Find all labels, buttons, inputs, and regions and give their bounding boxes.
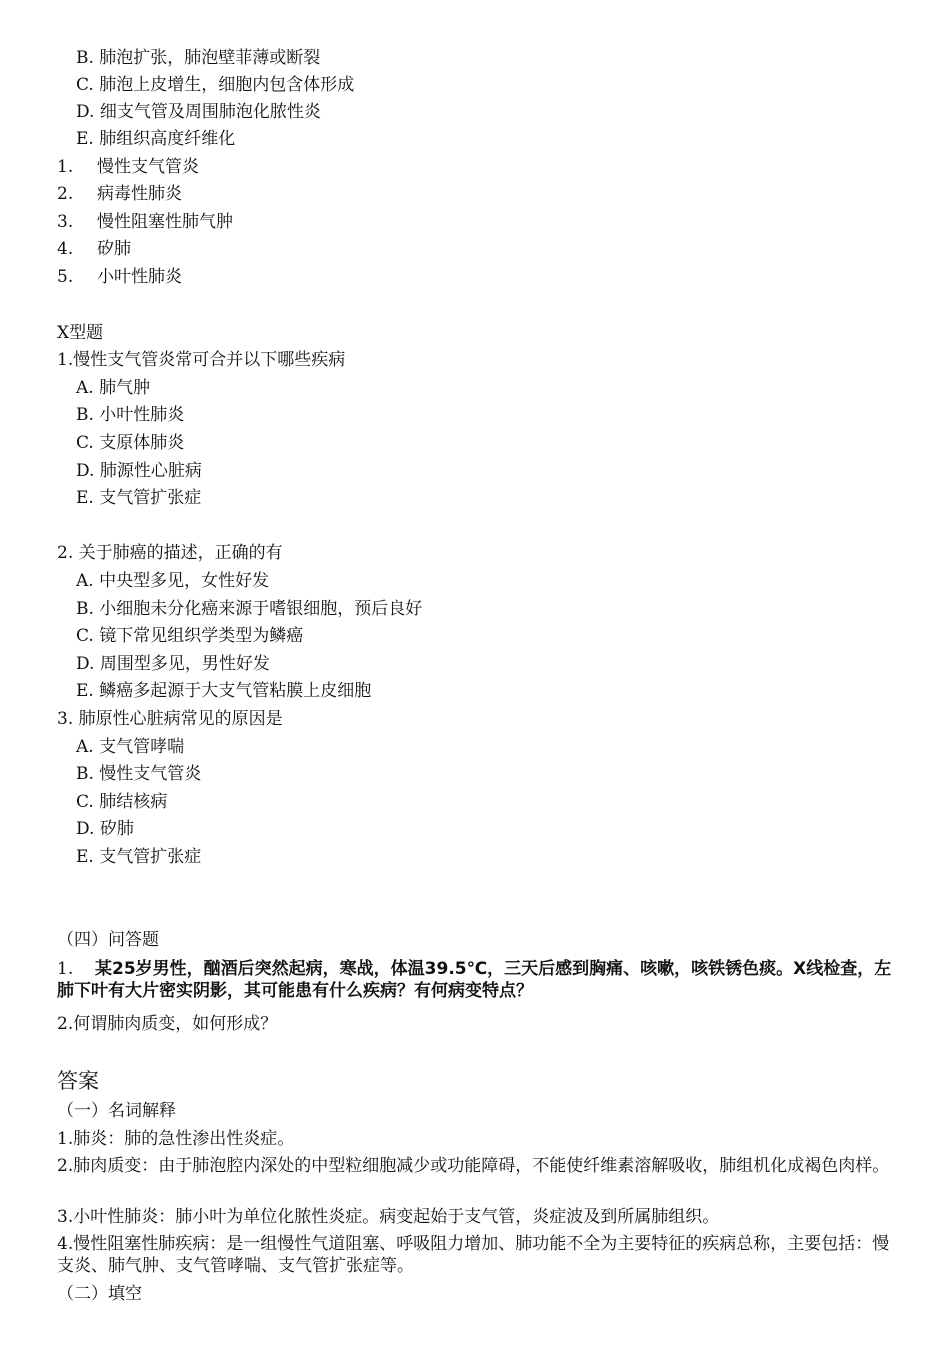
option-line: E. 鳞癌多起源于大支气管粘膜上皮细胞 bbox=[76, 681, 372, 701]
section-title: （四）问答题 bbox=[57, 930, 159, 950]
answers-subtitle: （一）名词解释 bbox=[57, 1101, 176, 1121]
section-title: X型题 bbox=[57, 323, 104, 343]
list-item: 1. 慢性支气管炎 bbox=[57, 157, 199, 177]
option-line: B. 小叶性肺炎 bbox=[76, 405, 185, 425]
option-line: A. 中央型多见，女性好发 bbox=[76, 571, 270, 591]
list-item: 4. 矽肺 bbox=[57, 239, 131, 259]
list-item: 3. 慢性阻塞性肺气肿 bbox=[57, 212, 233, 232]
option-line: B. 小细胞未分化癌来源于嗜银细胞，预后良好 bbox=[76, 599, 423, 619]
option-line: C. 镜下常见组织学类型为鳞癌 bbox=[76, 626, 304, 646]
answer-item: 1.肺炎：肺的急性渗出性炎症。 bbox=[57, 1129, 295, 1149]
qa-question-2: 2.何谓肺肉质变，如何形成？ bbox=[57, 1014, 278, 1034]
option-line: C. 肺结核病 bbox=[76, 792, 168, 812]
option-line: E. 支气管扩张症 bbox=[76, 847, 202, 867]
list-item: 5. 小叶性肺炎 bbox=[57, 267, 182, 287]
list-item: 2. 病毒性肺炎 bbox=[57, 184, 182, 204]
answers-subtitle: （二）填空 bbox=[57, 1284, 142, 1304]
question-stem: 1.慢性支气管炎常可合并以下哪些疾病 bbox=[57, 350, 346, 370]
option-line: E. 肺组织高度纤维化 bbox=[76, 129, 236, 149]
question-stem: 3. 肺原性心脏病常见的原因是 bbox=[57, 709, 283, 729]
answer-item: 4.慢性阻塞性肺疾病：是一组慢性气道阻塞、呼吸阻力增加、肺功能不全为主要特征的疾病总称，主要包括：慢支炎、肺气肿、支气管哮喘、支气管扩张症等。 bbox=[57, 1234, 890, 1276]
option-line: B. 肺泡扩张，肺泡壁菲薄或断裂 bbox=[76, 48, 321, 68]
option-line: C. 肺泡上皮增生，细胞内包含体形成 bbox=[76, 75, 355, 95]
option-line: E. 支气管扩张症 bbox=[76, 488, 202, 508]
answer-item: 2.肺肉质变：由于肺泡腔内深处的中型粒细胞减少或功能障碍，不能使纤维素溶解吸收，肺组机化成褐色肉样。 bbox=[57, 1156, 890, 1176]
option-line: D. 矽肺 bbox=[76, 819, 134, 839]
option-line: A. 支气管哮喘 bbox=[76, 737, 185, 757]
answer-item: 3.小叶性肺炎：肺小叶为单位化脓性炎症。病变起始于支气管，炎症波及到所属肺组织。 bbox=[57, 1207, 720, 1227]
option-line: A. 肺气肿 bbox=[76, 378, 151, 398]
answers-title: 答案 bbox=[57, 1069, 99, 1093]
option-line: D. 肺源性心脏病 bbox=[76, 461, 202, 481]
qa-question-1: 1. 某25岁男性，酗酒后突然起病，寒战，体温39.5℃，三天后感到胸痛、咳嗽，咳铁锈色痰。X线检查，左肺下叶有大片密实阴影，其可能患有什么疾病？有何病变特点？ bbox=[57, 959, 892, 1001]
option-line: C. 支原体肺炎 bbox=[76, 433, 185, 453]
option-line: D. 周围型多见，男性好发 bbox=[76, 654, 270, 674]
option-line: B. 慢性支气管炎 bbox=[76, 764, 202, 784]
option-line: D. 细支气管及周围肺泡化脓性炎 bbox=[76, 102, 321, 122]
question-stem: 2. 关于肺癌的描述，正确的有 bbox=[57, 543, 283, 563]
